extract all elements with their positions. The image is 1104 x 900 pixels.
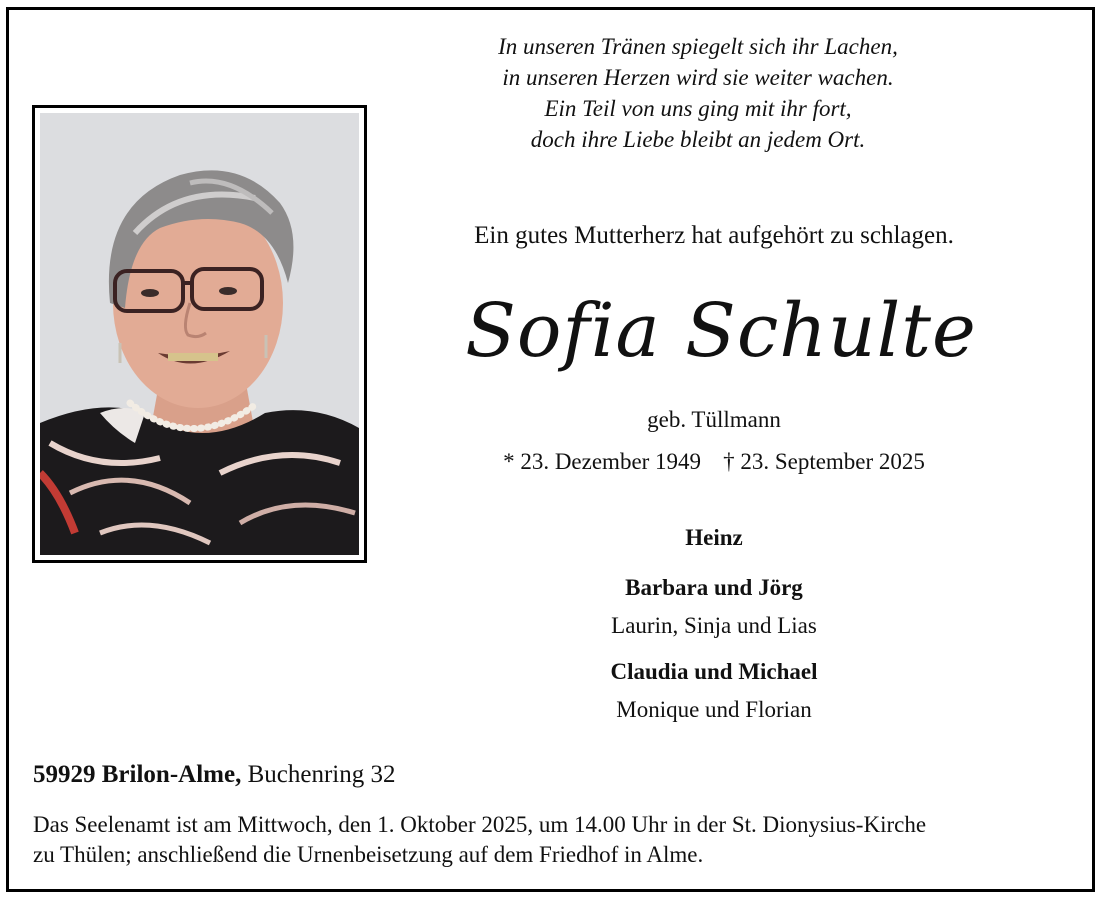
poem-line: in unseren Herzen wird sie weiter wachen. [502,65,894,90]
mourner-child: Barbara und Jörg [625,575,803,600]
mourner-partner: Heinz [685,525,743,550]
death-date: † 23. September 2025 [723,449,925,474]
mourner-grandchildren: Laurin, Sinja und Lias [611,613,817,638]
service-line: zu Thülen; anschließend die Urnenbeisetzung auf dem Friedhof in Alme. [33,842,704,867]
poem-line: In unseren Tränen spiegelt sich ihr Lachen, [498,34,898,59]
poem-line: doch ihre Liebe bleibt an jedem Ort. [530,127,866,152]
service-line: Das Seelenamt ist am Mittwoch, den 1. Oktober 2025, um 14.00 Uhr in der St. Dionysius-Kirche [33,812,927,837]
mourner-child: Claudia und Michael [610,659,818,684]
life-dates [300,449,1104,475]
birth-date: * 23. Dezember 1949 [503,449,702,474]
poem-line: Ein Teil von uns ging mit ihr fort, [544,96,852,121]
service-info [33,810,1073,870]
memorial-poem [300,31,1096,155]
intro-text: Ein gutes Mutterherz hat aufgehört zu schlagen. [474,222,954,249]
birth-name: geb. Tüllmann [647,407,781,432]
mourners-list [300,525,1104,733]
deceased-name: Sofia Schulte [465,288,977,374]
family-address [33,761,395,789]
address-city: 59929 Brilon-Alme, [33,761,242,788]
mourner-grandchildren: Monique und Florian [616,697,812,722]
address-street: Buchenring 32 [247,761,396,788]
